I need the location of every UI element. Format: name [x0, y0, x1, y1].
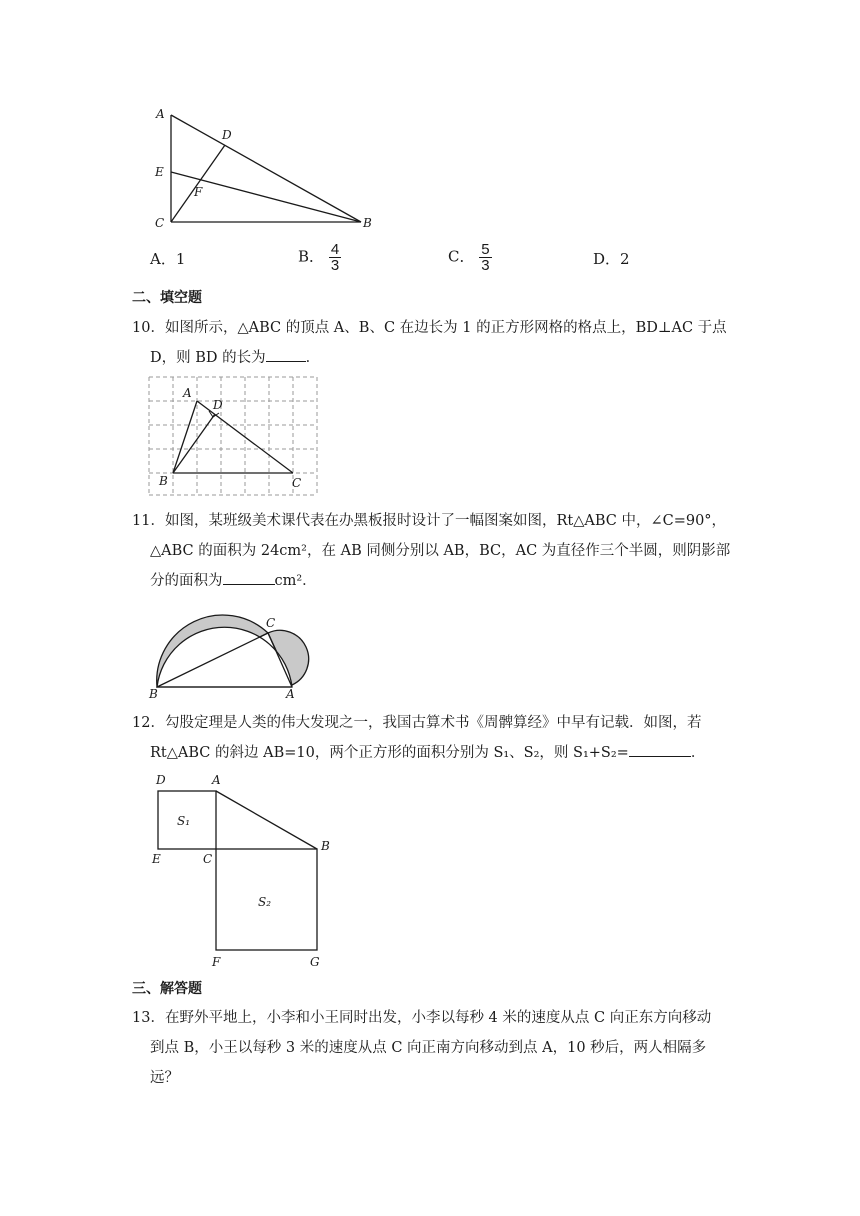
- q12-label-f: F: [212, 955, 221, 969]
- option-letter: B．: [298, 247, 325, 266]
- q12-label-c: C: [203, 852, 213, 866]
- q12-number: 12．: [132, 715, 165, 731]
- q11-label-a: A: [286, 687, 295, 700]
- q11-line2: [132, 536, 732, 566]
- option-value: 1: [175, 250, 186, 268]
- q9-option-b: [298, 242, 341, 273]
- q10-text2: D，则 BD 的长为: [150, 350, 266, 366]
- q11-text1: 如图，某班级美术课代表在办黑板报时设计了一幅图案如图，Rt△ABC 中，∠C=90°，: [164, 513, 727, 529]
- q9-triangle-figure: [150, 100, 390, 235]
- q12-label-e: E: [152, 852, 161, 866]
- q9-label-e: E: [155, 165, 164, 179]
- q11-text2: △ABC 的面积为 24cm²，在 AB 同侧分别以 AB，BC，AC 为直径作三个半圆，则阴影部: [150, 543, 731, 559]
- question-12: [132, 708, 732, 768]
- q13-text1: 在野外平地上，小李和小王同时出发，小李以每秒 4 米的速度从点 C 向正东方向移动: [164, 1010, 712, 1026]
- q11-label-c: C: [266, 616, 276, 630]
- q10-label-d: D: [213, 398, 223, 412]
- fraction-denominator: 3: [330, 257, 340, 274]
- q10-text2-end: ．: [305, 350, 321, 366]
- q9-option-a: [150, 248, 185, 269]
- q11-number: 11．: [132, 513, 165, 529]
- q10-text1: 如图所示，△ABC 的顶点 A、B、C 在边长为 1 的正方形网格的格点上，BD⊥AC 于点: [164, 320, 727, 336]
- q13-text2: 到点 B，小王以每秒 3 米的速度从点 C 向正南方向移动到点 A，10 秒后，两人相隔多远？: [150, 1040, 707, 1086]
- q11-label-b: B: [149, 687, 158, 700]
- q10-label-a: A: [183, 386, 192, 400]
- option-letter: D．: [593, 250, 621, 268]
- q10-line1: [132, 313, 732, 343]
- q9-label-d: D: [222, 128, 232, 142]
- q10-number: 10．: [132, 320, 165, 336]
- q12-answer-blank[interactable]: [629, 742, 691, 757]
- section-title-fill-blank: 二、填空题: [132, 290, 202, 306]
- question-13: [132, 1003, 732, 1093]
- q11-text3: 分的面积为: [150, 573, 223, 589]
- q10-grid-figure: [145, 373, 323, 498]
- q13-line2: [132, 1033, 732, 1093]
- q9-option-c: [448, 242, 492, 273]
- q10-answer-blank[interactable]: [266, 347, 306, 362]
- option-letter: C．: [448, 247, 475, 266]
- q12-label-g: G: [310, 955, 320, 969]
- q12-text2: Rt△ABC 的斜边 AB=10，两个正方形的面积分别为 S₁、S₂，则 S₁+S₂=: [150, 745, 629, 761]
- q12-label-s1: S₁: [177, 814, 191, 828]
- fraction-denominator: 3: [481, 257, 490, 274]
- option-fraction: [329, 242, 341, 273]
- q11-line3: [132, 566, 732, 596]
- q9-label-f: F: [194, 185, 203, 199]
- q12-label-d: D: [156, 773, 166, 787]
- option-value: 2: [620, 250, 630, 268]
- q12-label-b: B: [321, 839, 330, 853]
- q12-line2: [132, 738, 732, 768]
- q9-option-d: [593, 248, 630, 269]
- question-10: [132, 313, 732, 373]
- q12-label-a: A: [212, 773, 221, 787]
- q12-text2-end: ．: [690, 745, 706, 761]
- q12-squares-figure: [145, 768, 345, 973]
- fraction-numerator: 4: [330, 241, 340, 258]
- q9-label-c: C: [155, 216, 165, 230]
- fraction-numerator: 5: [481, 241, 490, 258]
- option-letter: A．: [150, 250, 176, 268]
- option-fraction: [479, 242, 491, 273]
- q11-text3-end: cm²．: [274, 573, 317, 589]
- q10-label-c: C: [292, 476, 302, 490]
- q11-semicircle-figure: [145, 595, 325, 700]
- q11-answer-blank[interactable]: [223, 570, 275, 585]
- section-title-solve: 三、解答题: [132, 981, 202, 997]
- q12-text1: 勾股定理是人类的伟大发现之一，我国古算术书《周髀算经》中早有记载．如图，若: [164, 715, 702, 731]
- q11-line1: [132, 506, 732, 536]
- q12-line1: [132, 708, 732, 738]
- q10-label-b: B: [159, 474, 168, 488]
- q10-line2: [132, 343, 732, 373]
- q9-label-b: B: [363, 216, 372, 230]
- q13-line1: [132, 1003, 732, 1033]
- q13-number: 13．: [132, 1010, 165, 1026]
- question-11: [132, 506, 732, 596]
- q12-label-s2: S₂: [258, 895, 272, 909]
- q9-label-a: A: [156, 107, 165, 121]
